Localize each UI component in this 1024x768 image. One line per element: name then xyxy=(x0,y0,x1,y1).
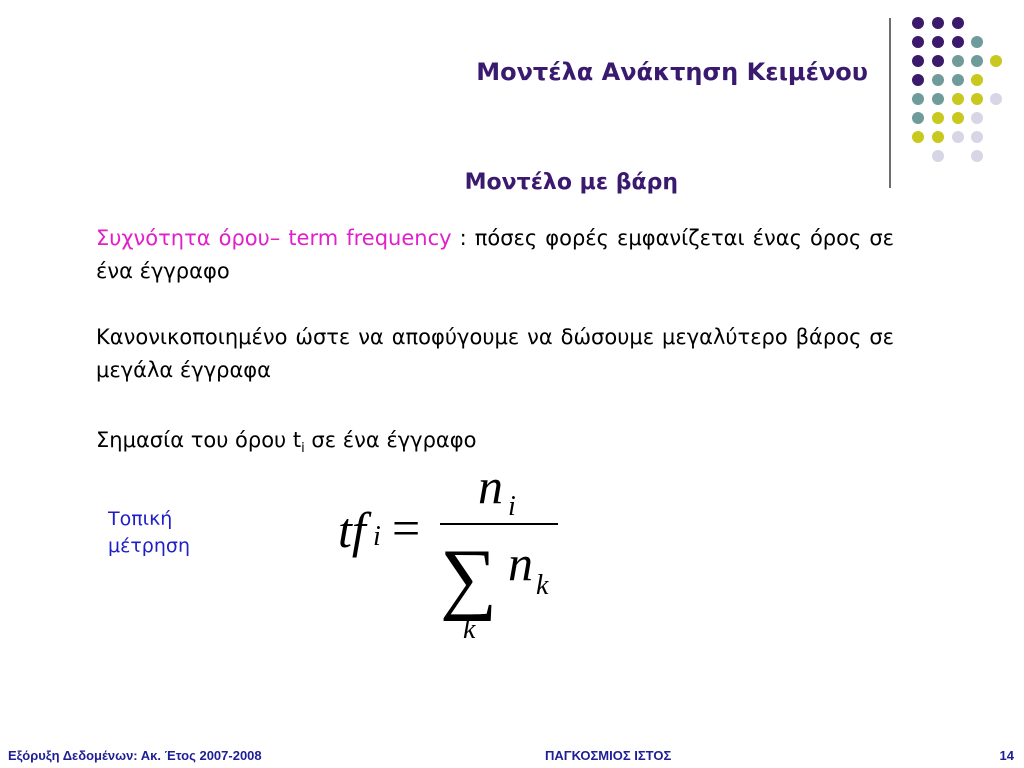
formula-equals: = xyxy=(392,500,421,556)
decor-dot xyxy=(932,131,944,143)
decor-dot xyxy=(932,112,944,124)
formula-denominator-subscript: k xyxy=(536,570,549,601)
local-measure-line1: Τοπική xyxy=(108,508,173,530)
decor-dot xyxy=(971,150,983,162)
decor-dot xyxy=(952,36,964,48)
formula-denominator: n xyxy=(508,535,533,591)
decor-dot xyxy=(932,150,944,162)
decor-dot xyxy=(912,55,924,67)
decor-dot xyxy=(932,55,944,67)
decor-dot xyxy=(971,131,983,143)
slide-subtitle: Μοντέλο με βάρη xyxy=(464,170,678,195)
decor-dot xyxy=(971,93,983,105)
term-frequency-definition: : πόσες φορές εμφανίζεται ένας όρος σε ένα έγγραφο xyxy=(96,226,894,283)
decor-dot xyxy=(932,74,944,86)
decor-dot xyxy=(971,112,983,124)
decor-dot xyxy=(912,112,924,124)
formula-numerator: n xyxy=(478,460,503,514)
decor-dot xyxy=(912,36,924,48)
formula-sum-symbol: ∑ xyxy=(440,534,498,622)
decor-dot xyxy=(912,74,924,86)
footer-topic: ΠΑΓΚΟΣΜΙΟΣ ΙΣΤΟΣ xyxy=(545,748,672,763)
decor-dot xyxy=(990,93,1002,105)
decor-dot xyxy=(971,36,983,48)
formula-sum-index: k xyxy=(463,614,476,645)
decor-dot xyxy=(990,55,1002,67)
decor-dot xyxy=(952,93,964,105)
local-measure-label xyxy=(108,506,190,560)
decor-dot xyxy=(971,74,983,86)
paragraph-normalization: Κανονικοποιημένο ώστε να αποφύγουμε να δώσουμε μεγαλύτερο βάρος σε μεγάλα έγγραφα xyxy=(96,325,894,382)
decor-dot xyxy=(912,17,924,29)
decor-dot xyxy=(912,93,924,105)
importance-subscript: i xyxy=(301,441,305,457)
decor-dot xyxy=(932,17,944,29)
paragraph-term-frequency xyxy=(96,222,894,288)
decor-dot xyxy=(912,131,924,143)
footer-course: Εξόρυξη Δεδομένων: Ακ. Έτος 2007-2008 xyxy=(8,748,262,763)
paragraph-term-importance xyxy=(96,424,894,465)
local-measure-line2: μέτρηση xyxy=(108,535,190,557)
importance-text-after: σε ένα έγγραφο xyxy=(304,428,477,452)
decor-dot xyxy=(932,36,944,48)
decor-dot xyxy=(952,17,964,29)
decor-dot xyxy=(952,74,964,86)
formula-lhs: tf xyxy=(338,502,366,558)
footer-page-number: 14 xyxy=(999,748,1014,763)
decor-dot xyxy=(952,131,964,143)
header-divider xyxy=(889,18,891,188)
formula-numerator-subscript: i xyxy=(508,491,516,522)
decor-dot xyxy=(952,55,964,67)
formula-lhs-subscript: i xyxy=(373,521,381,552)
decor-dot xyxy=(952,112,964,124)
decor-dot xyxy=(971,55,983,67)
tf-formula xyxy=(330,460,570,650)
decor-dot xyxy=(932,93,944,105)
term-frequency-highlight: Συχνότητα όρου– term frequency xyxy=(96,226,452,250)
importance-text-before: Σημασία του όρου t xyxy=(96,428,302,452)
slide-title: Μοντέλα Ανάκτηση Κειμένου xyxy=(476,58,868,86)
